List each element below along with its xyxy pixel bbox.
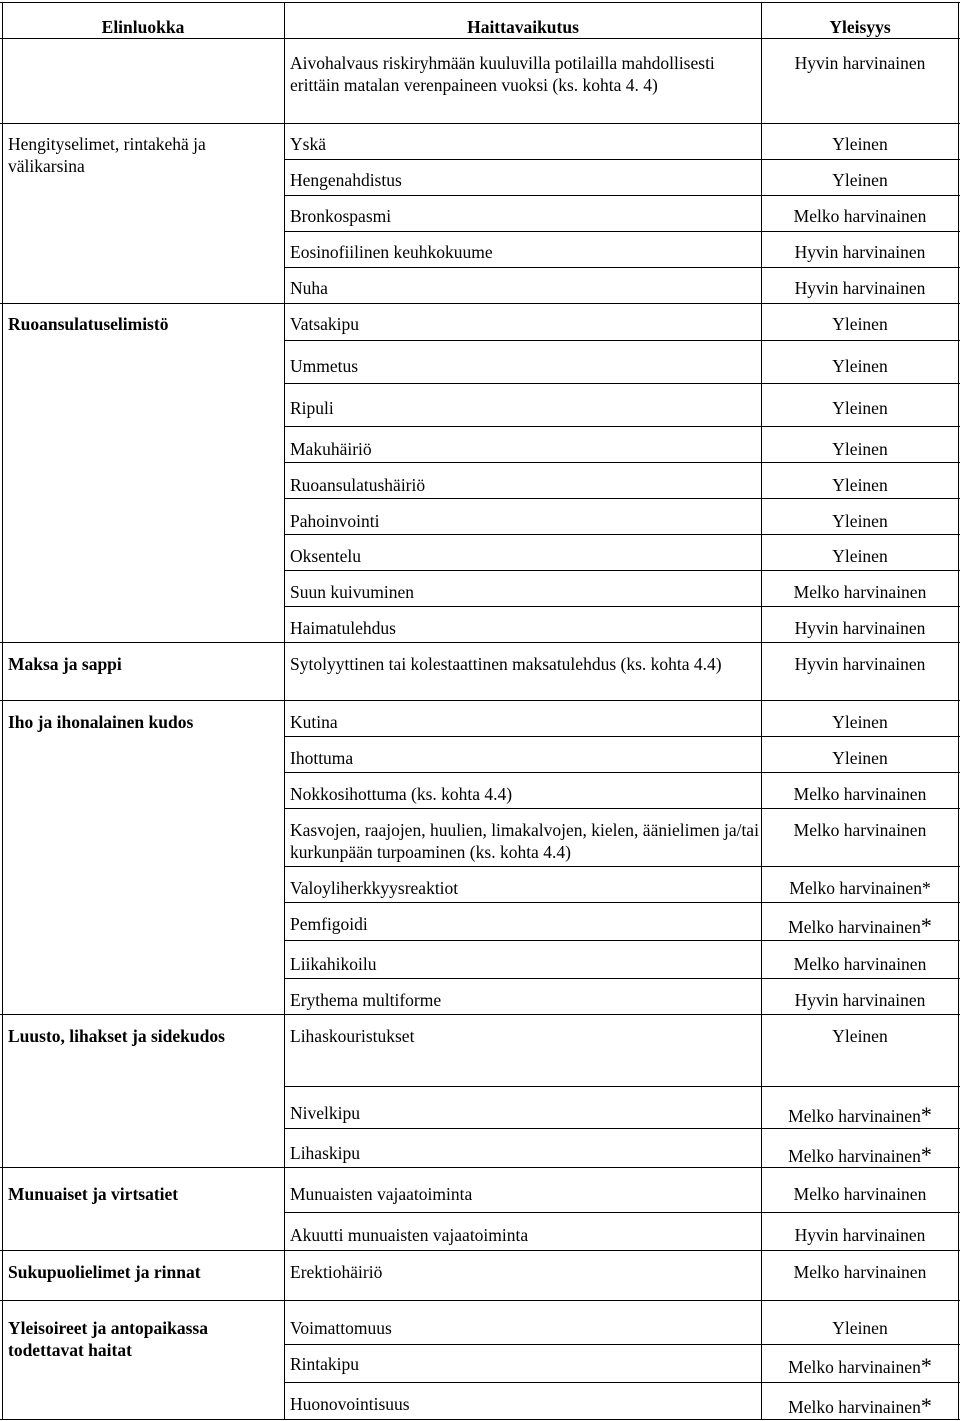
table-rule-horizontal	[285, 1128, 960, 1129]
frequency	[762, 313, 958, 335]
frequency-text: Yleinen	[832, 398, 888, 418]
frequency	[762, 877, 958, 899]
table-rule-horizontal	[0, 1300, 960, 1301]
frequency-text: Melko harvinainen	[793, 1184, 927, 1204]
adverse-effect: Huonovointisuus	[290, 1394, 410, 1414]
frequency	[762, 397, 958, 419]
frequency-text: Yleinen	[832, 134, 888, 154]
system-organ-class: Luusto, lihakset ja sidekudos	[8, 1026, 225, 1046]
adverse-effect: Lihaskipu	[290, 1143, 360, 1163]
table-rule-horizontal	[285, 736, 960, 737]
table-rule-vertical	[284, 2, 285, 1419]
frequency-text: Hyvin harvinainen	[794, 618, 926, 638]
frequency	[762, 1183, 958, 1205]
table-rule-horizontal	[285, 195, 960, 196]
frequency-text: Melko harvinainen	[793, 206, 927, 226]
frequency	[762, 581, 958, 603]
system-organ-class: Sukupuolielimet ja rinnat	[8, 1262, 201, 1282]
adverse-effect: Erektiohäiriö	[290, 1262, 383, 1282]
adverse-effect: Voimattomuus	[290, 1318, 392, 1338]
frequency-text: Yleinen	[832, 356, 888, 376]
frequency-text: Melko harvinainen	[788, 1146, 921, 1166]
frequency	[762, 169, 958, 191]
table-rule-horizontal	[0, 2, 960, 3]
table-rule-horizontal	[0, 303, 960, 304]
table-rule-horizontal	[285, 462, 960, 463]
table-rule-horizontal	[285, 866, 960, 867]
table-rule-horizontal	[0, 700, 960, 701]
frequency-text: Yleinen	[832, 712, 888, 732]
system-organ-class: Munuaiset ja virtsatiet	[8, 1184, 179, 1204]
frequency-text: Yleinen	[832, 748, 888, 768]
adverse-effect: Erythema multiforme	[290, 990, 442, 1010]
table-rule-horizontal	[285, 1382, 960, 1383]
table-rule-horizontal	[285, 1212, 960, 1213]
frequency	[762, 133, 958, 155]
adverse-effect: Rintakipu	[290, 1354, 360, 1374]
frequency-text: Melko harvinainen	[793, 954, 927, 974]
frequency	[762, 1261, 958, 1283]
frequency-text: Yleinen	[832, 439, 888, 459]
frequency	[762, 438, 958, 460]
table-rule-horizontal	[285, 902, 960, 903]
table-rule-horizontal	[285, 426, 960, 427]
adverse-effect: Ruoansulatushäiriö	[290, 475, 426, 495]
footnote-asterisk: *	[920, 1353, 932, 1378]
frequency-text: Yleinen	[832, 546, 888, 566]
table-rule-horizontal	[285, 267, 960, 268]
frequency-text: Melko harvinainen	[788, 1397, 921, 1417]
table-rule-horizontal	[285, 606, 960, 607]
frequency	[762, 1224, 958, 1246]
frequency-text: Melko harvinainen*	[789, 878, 931, 898]
table-rule-horizontal	[285, 772, 960, 773]
adverse-effect: Aivohalvaus riskiryhmään kuuluvilla potilailla mahdollisesti erittäin matalan verenpaineen vuoksi (ks. kohta 4. 4)	[290, 53, 715, 95]
frequency	[762, 1142, 958, 1167]
frequency-text: Yleinen	[832, 314, 888, 334]
frequency	[762, 510, 958, 532]
table-rule-horizontal	[0, 1250, 960, 1251]
frequency-text: Yleinen	[832, 475, 888, 495]
frequency	[762, 913, 958, 938]
frequency	[762, 1025, 958, 1047]
frequency	[762, 819, 958, 841]
table-rule-horizontal	[285, 808, 960, 809]
table-rule-horizontal	[285, 1086, 960, 1087]
frequency-text: Hyvin harvinainen	[794, 1225, 926, 1245]
adverse-effect: Lihaskouristukset	[290, 1026, 415, 1046]
adverse-effect: Suun kuivuminen	[290, 582, 414, 602]
frequency	[762, 617, 958, 639]
header-system: Elinluokka	[101, 17, 185, 37]
frequency	[762, 545, 958, 567]
table-rule-horizontal	[0, 1014, 960, 1015]
frequency	[762, 711, 958, 733]
footnote-asterisk: *	[920, 1142, 932, 1167]
frequency-text: Melko harvinainen	[793, 582, 927, 602]
frequency-text: Melko harvinainen	[788, 917, 921, 937]
adverse-effect: Liikahikoilu	[290, 954, 377, 974]
table-rule-vertical	[958, 2, 959, 1419]
adverse-effect: Ripuli	[290, 398, 334, 418]
table-rule-horizontal	[285, 534, 960, 535]
footnote-asterisk: *	[920, 1102, 932, 1127]
frequency-text: Yleinen	[832, 511, 888, 531]
adverse-effect: Hengenahdistus	[290, 170, 402, 190]
adverse-effect: Nokkosihottuma (ks. kohta 4.4)	[290, 784, 513, 804]
frequency-text: Melko harvinainen	[793, 1262, 927, 1282]
frequency	[762, 241, 958, 263]
frequency	[762, 355, 958, 377]
frequency	[762, 1393, 958, 1418]
frequency-text: Melko harvinainen	[788, 1106, 921, 1126]
adverse-effect: Valoyliherkkyysreaktiot	[290, 878, 459, 898]
adverse-effect: Vatsakipu	[290, 314, 360, 334]
table-rule-vertical	[2, 2, 3, 1419]
table-rule-horizontal	[0, 38, 960, 39]
adverse-effect: Pahoinvointi	[290, 511, 380, 531]
frequency-text: Hyvin harvinainen	[794, 242, 926, 262]
adverse-effect: Kasvojen, raajojen, huulien, limakalvojen, kielen, äänielimen ja/tai kurkunpään turpoaminen (ks. kohta 4.4)	[290, 820, 759, 862]
frequency-text: Melko harvinainen	[793, 820, 927, 840]
adverse-effect: Ummetus	[290, 356, 359, 376]
system-organ-class: Maksa ja sappi	[8, 654, 122, 674]
frequency	[762, 1353, 958, 1378]
adverse-effect: Sytolyyttinen tai kolestaattinen maksatulehdus (ks. kohta 4.4)	[290, 654, 722, 674]
adverse-effect: Makuhäiriö	[290, 439, 372, 459]
table-rule-horizontal	[285, 159, 960, 160]
adverse-effect: Ihottuma	[290, 748, 354, 768]
frequency-text: Yleinen	[832, 170, 888, 190]
frequency-text: Melko harvinainen	[788, 1357, 921, 1377]
frequency-text: Hyvin harvinainen	[794, 654, 926, 674]
frequency	[762, 989, 958, 1011]
table-rule-horizontal	[285, 978, 960, 979]
table-rule-horizontal	[285, 570, 960, 571]
adverse-effect: Nivelkipu	[290, 1103, 360, 1123]
frequency	[762, 953, 958, 975]
frequency-text: Hyvin harvinainen	[794, 990, 926, 1010]
header-effect: Haittavaikutus	[467, 17, 579, 37]
adverse-effect: Haimatulehdus	[290, 618, 396, 638]
frequency	[762, 474, 958, 496]
table-rule-horizontal	[0, 642, 960, 643]
footnote-asterisk: *	[920, 913, 932, 938]
adverse-effect: Eosinofiilinen keuhkokuume	[290, 242, 493, 262]
table-rule-horizontal	[285, 383, 960, 384]
adverse-effect: Oksentelu	[290, 546, 361, 566]
table-rule-horizontal	[0, 1419, 960, 1420]
system-organ-class: Hengityselimet, rintakehä ja välikarsina	[8, 134, 206, 176]
frequency	[762, 783, 958, 805]
frequency	[762, 52, 958, 74]
footnote-asterisk: *	[920, 1393, 932, 1418]
frequency-text: Yleinen	[832, 1318, 888, 1338]
table-rule-horizontal	[285, 1344, 960, 1345]
adverse-effect: Kutina	[290, 712, 338, 732]
system-organ-class: Ruoansulatuselimistö	[8, 314, 169, 334]
frequency	[762, 277, 958, 299]
frequency	[762, 1317, 958, 1339]
system-organ-class: Yleisoireet ja antopaikassa todettavat haitat	[8, 1318, 208, 1360]
table-rule-horizontal	[0, 1167, 960, 1168]
frequency	[762, 653, 958, 675]
table-rule-horizontal	[0, 123, 960, 124]
frequency	[762, 205, 958, 227]
table-rule-horizontal	[285, 340, 960, 341]
adverse-effect: Munuaisten vajaatoiminta	[290, 1184, 473, 1204]
frequency-text: Hyvin harvinainen	[794, 53, 926, 73]
table-rule-horizontal	[285, 231, 960, 232]
header-frequency: Yleisyys	[829, 17, 891, 37]
adverse-effect: Nuha	[290, 278, 328, 298]
adverse-effect: Pemfigoidi	[290, 914, 368, 934]
frequency-text: Hyvin harvinainen	[794, 278, 926, 298]
frequency	[762, 1102, 958, 1127]
frequency-text: Yleinen	[832, 1026, 888, 1046]
table-rule-horizontal	[285, 498, 960, 499]
adverse-effect: Akuutti munuaisten vajaatoiminta	[290, 1225, 529, 1245]
frequency-text: Melko harvinainen	[793, 784, 927, 804]
adverse-effect: Yskä	[290, 134, 326, 154]
adverse-effect: Bronkospasmi	[290, 206, 392, 226]
table-rule-horizontal	[285, 940, 960, 941]
system-organ-class: Iho ja ihonalainen kudos	[8, 712, 194, 732]
frequency	[762, 747, 958, 769]
